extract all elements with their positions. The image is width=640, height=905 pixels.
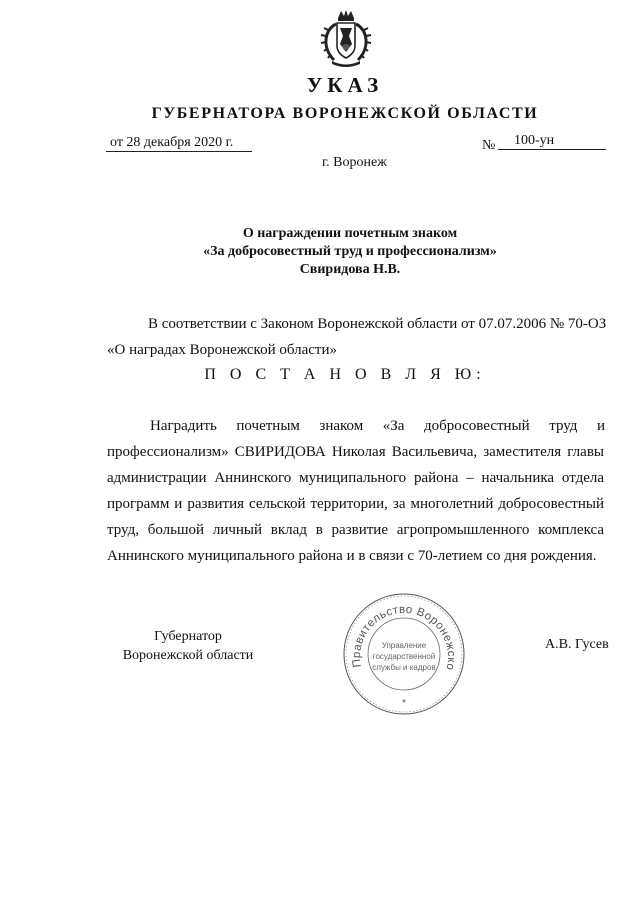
stamp-center-line: государственной <box>372 652 436 661</box>
document-title: УКАЗ <box>306 73 384 97</box>
intro-line: «О наградах Воронежской области» <box>107 342 338 358</box>
decree-word: П О С Т А Н О В Л Я Ю: <box>204 366 486 383</box>
heading-line: О награждении почетным знаком <box>242 226 458 241</box>
signer-name: А.В. Гусев <box>545 637 609 652</box>
body-line: Наградить почетным знаком «За добросовестный труд и <box>150 418 605 434</box>
stamp-star: * <box>402 698 406 709</box>
document-date: от 28 декабря 2020 г. <box>106 135 252 152</box>
body-line: администрации Аннинского муниципального района – начальника отдела <box>107 470 604 486</box>
intro-line: В соответствии с Законом Воронежской области от 07.07.2006 № 70-ОЗ <box>148 316 607 332</box>
heading-line: Свиридова Н.В. <box>299 262 401 277</box>
body-line: Аннинского муниципального района и в связи с 70-летием со дня рождения. <box>107 548 597 564</box>
signer-position <box>120 627 256 665</box>
document-heading <box>150 225 550 279</box>
document-city: г. Воронеж <box>322 155 387 170</box>
document-number: 100-ун <box>498 133 606 150</box>
body-line: труд, большой личный вклад в развитие агропромышленного комплекса <box>107 522 604 538</box>
heading-line: «За добросовестный труд и профессионализм» <box>203 244 497 259</box>
document-subtitle: ГУБЕРНАТОРА ВОРОНЕЖСКОЙ ОБЛАСТИ <box>151 105 539 122</box>
stamp-ring-text: Правительство Воронежско <box>350 603 458 672</box>
signer-position-line: Губернатор <box>154 629 222 644</box>
body-line: программ и развития сельской территории, за многолетний добросовестный <box>107 496 604 512</box>
official-stamp <box>342 592 466 716</box>
signer-position-line: Воронежской области <box>122 648 254 663</box>
stamp-center-line: службы и кадров <box>372 663 436 672</box>
stamp-center-line: Управление <box>381 641 427 650</box>
number-prefix: № <box>482 138 496 153</box>
body-line: профессионализм» СВИРИДОВА Николая Васильевича, заместителя главы <box>107 444 604 460</box>
coat-of-arms-icon <box>316 8 376 70</box>
